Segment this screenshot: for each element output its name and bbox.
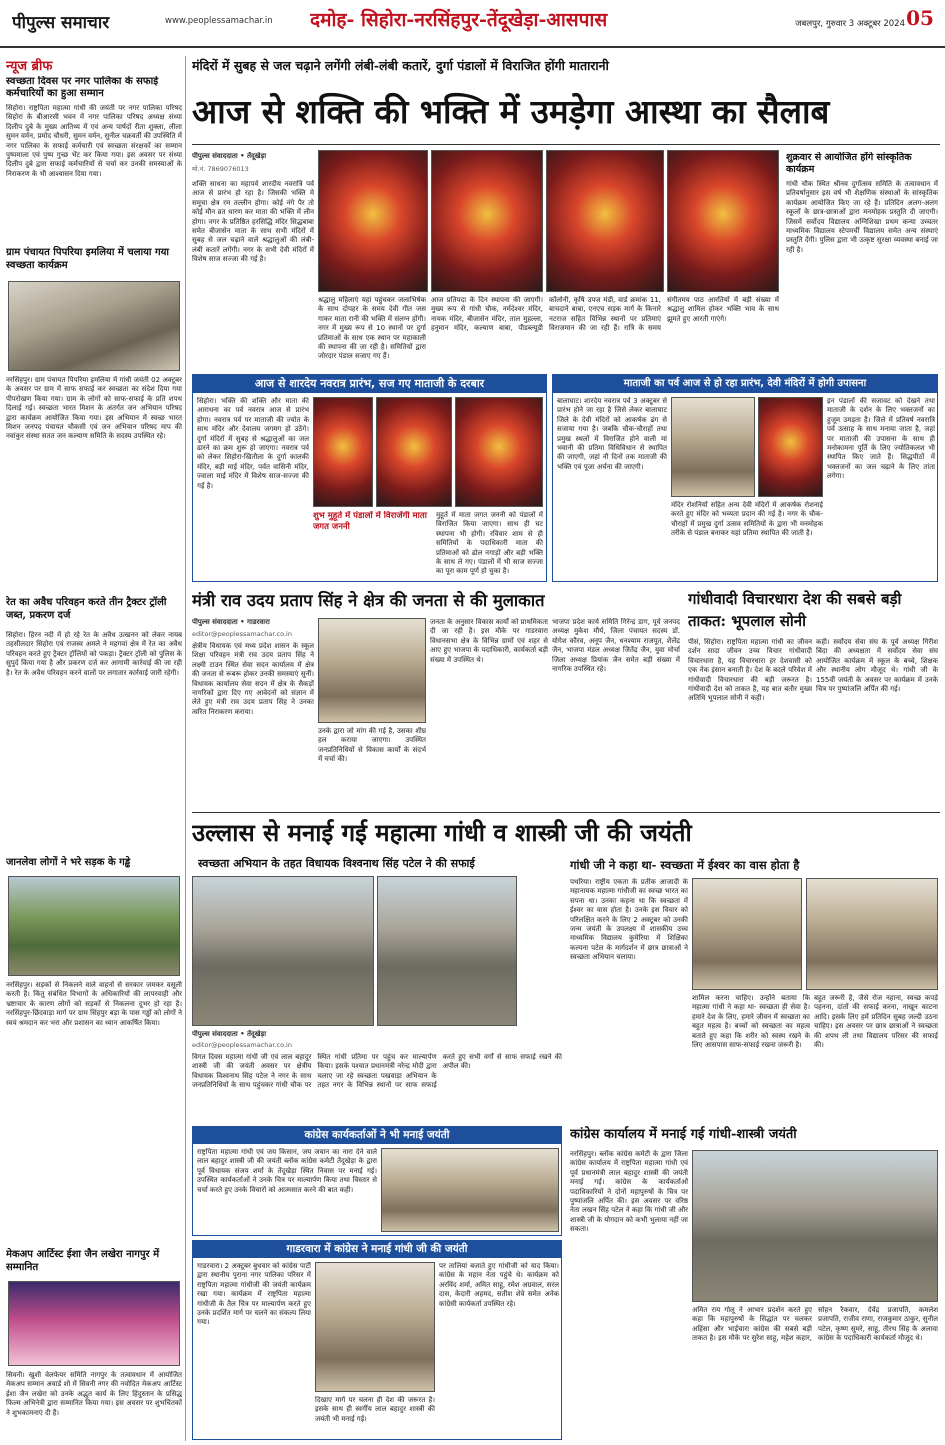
brief-photo-3: [8, 1281, 180, 1366]
minister-body-3: जनता के अनुसार विकास कार्यों को प्राथमिकता दी जा रही है। इस मौके पर गाडरवारा विधानसभा क्षेत्र के विभिन्न ग्रामों एवं शहर से आए हुए भाजपा के पदाधिकारी, कार्यकर्ता बड़ी संख्या में उपस्थित थे।: [430, 618, 548, 664]
minister-body-4: भाजपा प्रदेश कार्य समिति गिरेन्द्र डाग, पूर्व जनपद अध्यक्ष मुकेश मौर्य, जिला पंचायत सदस्य डॉ. योगेश कौरव, अनूप जैन, धनश्याम राजपूत, शैलेंद्र जैन, भाजपा मंडल अध्यक्ष जितेंद्र जैन, युवा मोर्चा जिला अध्यक्ष प्रियांक जैन समेत बड़ी संख्या में नागरिक उपस्थित रहे।: [552, 618, 680, 674]
temple-photo-4: [667, 150, 779, 292]
brief-photo-2: [8, 876, 180, 976]
gandhi-quote-body-3: बहुत जरूरी है, जैसे रोज नहाना, स्वच्छ कपड़े पहनना, दांतों की सफाई करना, नाखून काटना आदि। इसके लिए हमें प्रतिदिन सुबह जल्दी उठना चाहिए। इस अवसर पर छात्र छात्राओं ने स्वच्छता की शपथ ली तथा विद्यालय परिसर की सफाई की।: [814, 994, 938, 1050]
minister-byline: पीपुल्स संवाददाता • गाडरवारा: [192, 618, 270, 626]
congress-body: राष्ट्रपिता महात्मा गांधी एवं जय किसान, जय जवान का नारा देने वाले लाल बहादुर शास्त्री जी की जयंती ब्लॉक कांग्रेस कमेटी तेंदूखेड़ा के द्वारा पूर्व विधायक संजय शर्मा के तेंदूखेड़ा स्थित निवास पर मनाई गई। उपस्थित कार्यकर्ताओं ने उनके चित्र पर माल्यार्पण किया तथा विस्तार से चर्चा करते हुए उनके विचारों को आत्मसात करने की बात कही।: [197, 1148, 377, 1194]
sihora-body-2: मुहूर्त में माता जगत जननी को पंडालों में विराजित किया जाएगा। साथ ही घट स्थापना भी होगी। रविवार शाम से ही समितियों के पदाधिकारी माता की प्रतिमाओं को ढोल नगाड़ों और बड़ी भक्ति के साथ ले गए। पंडालों में भी साज सज्जा का पूरा काम पूर्ण हो चुका है।: [436, 511, 543, 576]
gadarwara-body-1: गाडरवारा। 2 अक्टूबर बुधवार को कांग्रेस पार्टी द्वारा स्थानीय पुराना नगर पालिका परिसर में राष्ट्रपिता महात्मा गांधीजी की जयंती कार्यक्रम रखा गया। कार्यक्रम में राष्ट्रपिता महात्मा गांधीजी के तैल चित्र पर माल्यार्पण करते हुए उनके प्रदर्शित मार्ग पर चलने का संकल्प लिया गया।: [197, 1262, 311, 1327]
sihora-bar: आज से शारदेय नवरात्र प्रारंभ, सज गए माताजी के दरबार: [193, 375, 546, 393]
gadarwara-bar: गाडरवारा में कांग्रेस ने मनाई गांधी जी की जयंती: [193, 1241, 561, 1258]
website[interactable]: www.peoplessamachar.in: [165, 16, 273, 26]
gandhian-body: पीसं, सिहोरा। राष्ट्रपिता महात्मा गांधी का जीवन दर्शन सादा जीवन उच्च विचार गांधीवादी विचारधारा है, यह विचारधारा हर देशवासी को एक नेक इंसान बनाती है। देश के बदले परिवेश में गांधीवादी विचारधारा की बड़ी जरूरत है। गांधीवादी देश को ताकत है, यह बात बतौर मुख्य अतिथि भूपलाल सोनी ने कही।: [688, 638, 812, 703]
jayanti-byline: पीपुल्स संवाददाता • तेंदूखेड़ा: [192, 1030, 267, 1038]
balaghat-photo-2: [758, 397, 823, 497]
sihora-body: सिहोरा। भक्ति की शक्ति और माता की आराधना का पर्व नवरात्र आज से प्रारंभ होगा। नवरात्र पर्व पर माताजी की ज्योत के साथ मंदिर और देवालय जगमग हो उठेंगे। दुर्गा मंदिरों में सुबह से श्रद्धालुओं का जल ढारने का क्रम शुरू हो जाएगा। नवरात्र पर्व को लेकर सिहोरा-खितौला के दुर्गा कालकी मंदिर, बड़ी माई मंदिर, पर्वत वासिनी मंदिर, ज्वाला माई मंदिर में विशेष साज-सज्जा की गई है।: [197, 397, 309, 490]
congress-office-photo: [692, 1150, 938, 1302]
balaghat-box: [552, 374, 938, 582]
sihora-caption: शुभ मुहूर्त में पंडालों में विराजेंगी माता जगत जननी: [313, 511, 427, 532]
balaghat-photo-1: [671, 397, 755, 497]
gandhi-photo-1: [692, 878, 802, 990]
top-byline: पीपुल्स संवाददाता • तेंदूखेड़ा: [192, 152, 267, 160]
brief-text-3: सिहोरा। हिरन नदी में हो रहे रेत के अवैध उत्खनन को लेकर नायब तहसीलदार सिहोरा एवं राजस्व अमले ने महगवां क्षेत्र में रेत का अवैध परिवहन करते हुए ट्रैक्टर ट्रॉलियों को पकड़ा। ट्रैक्टर ट्रॉली को पुलिस के सुपुर्द किया गया है और प्रकरण दर्ज कर आगामी कार्रवाई की जा रही है। रेत के अवैध परिवहन करने वालों पर लगातार कार्रवाई जारी रहेगी।: [6, 631, 182, 677]
top-mobile: मो.नं. 7869076013: [192, 165, 249, 173]
top-body-3: आज प्रतिपदा के दिन स्थापना की जाएगी। मुख्य रूप से गांधी चौक, नर्मदेश्वर मंदिर, नायक मंदिर, बीजासेन मंदिर, ताल मुहल्ला, हनुमान मंदिर, कल्याण बाबा, पीडब्ल्यूडी कॉलोनी, कृषि उपज मंडी, वार्ड क्रमांक 11, बाचदाने बाबा, एनएच सड़क मार्ग के किनारे नटराज सहित विभिन्न स्थानों पर प्रतिमाएं विराजमान की जा रही हैं। रात्रि के समय संगीतमय पाठ आरतियों में बड़ी संख्या में श्रद्धालु शामिल होकर भक्ति भाव के साथ झूमते हुए आरती गाएंगे।: [431, 296, 779, 333]
jayanti-email[interactable]: editor@peoplessamachar.co.in: [192, 1041, 292, 1049]
jayanti-headline: उल्लास से मनाई गई महात्मा गांधी व शास्त्री जी की जयंती: [192, 818, 692, 847]
temple-photo-1: [318, 150, 428, 292]
congress-photo: [381, 1148, 559, 1232]
brief-text-1: सिहोरा। राष्ट्रपिता महात्मा गांधी की जयंती पर नगर पालिका परिषद सिहोरा के बीआरसी भवन में नगर पालिका परिषद अध्यक्ष संध्या दिलीप दुबे के मुख्य आतिथ्य में एवं अन्य पार्षदों रीता शुक्ला, लीला सुमन वर्मन, प्रमोद चौधरी, सुमन वर्मन, सुनील चक्रवर्ती की उपस्थिति में नगर पालिका के सफाई कर्मचारी एवं स्वच्छता संरक्षकों का सम्मान पुष्पमाला एवं पुष्प गुच्छ भेंट कर किया गया। इस अवसर पर संध्या दिलीप दुबे द्वारा सफाई कर्मचारियों से चर्चा कर उनकी समस्याओं के निराकरण के भी आश्वासन दिया गया।: [6, 104, 182, 178]
sihora-photo-2: [376, 397, 452, 507]
top-kicker: मंदिरों में सुबह से जल चढ़ाने लगेंगी लंबी-लंबी कतारें, दुर्गा पंडालों में विराजित होंगी मातारानी: [192, 58, 609, 73]
gandhian-headline: गांधीवादी विचारधारा देश की सबसे बड़ी ताकत: भूपलाल सोनी: [688, 590, 902, 630]
gandhi-quote-headline: गांधी जी ने कहा था- स्वच्छता में ईश्वर का वास होता है: [570, 858, 800, 872]
balaghat-bar: माताजी का पर्व आज से हो रहा प्रारंभ, देवी मंदिरों में होगी उपासना: [553, 375, 937, 393]
congress-box: [192, 1126, 562, 1236]
divider: [192, 812, 940, 813]
congress-office-headline: कांग्रेस कार्यालय में मनाई गई गांधी-शास्त्री जयंती: [570, 1127, 797, 1142]
dateline: जबलपुर, गुरुवार 3 अक्टूबर 2024: [795, 19, 905, 29]
balaghat-body-2: इन पंडालों की सजावट को देखने तथा माताजी के दर्शन के लिए भक्तजनों का हुजूम उमड़ता है। जिले में प्रतिवर्ष नवरात्रि पर्व उत्साह के साथ मनाया जाता है, जहां पर माताजी की उपासना के साथ ही मनोकामना पूर्ति के लिए ज्योतिकलश भी स्थापित किए जाते हैं। सिद्धपीठों में भक्तजनों का जल चढ़ाने के लिए तांता लगेगा।: [827, 397, 935, 481]
sihora-box: [192, 374, 547, 582]
minister-headline: मंत्री राव उदय प्रताप सिंह ने क्षेत्र की जनता से की मुलाकात: [192, 591, 545, 610]
brief-text-4: नरसिंहपुर। सड़कों से निकलने वाले वाहनों से सरकार जमकर वसूली करती है। किंतु संबंधित विभागों के अधिकारियों की लापरवाही और भ्रष्टाचार के कारण लोगों को सड़कों से निकलना दूभर हो रहा है। नरसिंहपुर-छिंदवाड़ा मार्ग पर ग्राम सिंहपुर बड़ा के पास गड्ढों को लोगों ने स्वयं श्रमदान कर भरा और प्रशासन का ध्यान आकर्षित किया।: [6, 981, 182, 1027]
brief-photo-1: [8, 281, 180, 371]
brief-headline-1: स्वच्छता दिवस पर नगर पालिका के सफाई कर्मचारियों का हुआ सम्मान: [6, 76, 159, 99]
minister-body-2: उनके द्वारा जो मांग की गई है, उसका शीघ्र हल कराया जाएगा। उपस्थित जनप्रतिनिधियों से विकास कार्यों के संदर्भ में चर्चा की।: [318, 727, 426, 764]
brief-headline-5: मेकअप आर्टिस्ट ईशा जैन लखेरा नागपुर में सम्मानित: [6, 1249, 160, 1273]
balaghat-caption: मंदिर रोशनियों सहित अन्य देवी मंदिरों में आकर्षक रोशनाई करते हुए मंदिर को भव्यता प्रदान की गई है। नगर के चौक-चौराहों में प्रमुख दुर्गा उत्सव समितियों के द्वारा भी मनमोहक तरीके से पंडाल बनाकर यहां प्रतिमा स्थापित की जाती है।: [671, 501, 823, 538]
gandhian-body-2: कही। सर्वोदय सेवा संघ के पूर्व अध्यक्ष गिरीश बिंदा की अध्यक्षता में सर्वोदय सेवा संघ आयोजित कार्यक्रम में स्कूल के बच्चे, शिक्षक और स्थानीय लोग मौजूद थे। गांधी जी के 155वीं जयंती के अवसर पर कार्यक्रम में उनके चित्र पर पुष्पांजलि अर्पित की गई।: [816, 638, 938, 694]
divider: [192, 144, 940, 145]
congress-bar: कांग्रेस कार्यकर्ताओं ने भी मनाई जयंती: [193, 1127, 561, 1144]
brief-text-5: सिवनी। खुशी वेलफेयर समिति नागपुर के तत्वावधान में आयोजित मेकअप सम्मान अवार्ड शो में सिवनी नगर की नवोदित मेकअप आर्टिस्ट ईशा जैन लखेरा को उनके अद्भुत कार्य के लिए हिंदुस्तान के प्रसिद्ध फिल्म अभिनेत्री द्वारा सम्मानित किया गया। इस अवसर पर शुभचिंतकों ने शुभकामनाएं दी हैं।: [6, 1371, 182, 1417]
temple-photo-3: [546, 150, 664, 292]
brief-headline-2: ग्राम पंचायत पिपरिया इमलिया में चलाया गया स्वच्छता कार्यक्रम: [6, 247, 169, 271]
gadarwara-photo: [315, 1262, 435, 1392]
page-number: 05: [906, 6, 934, 30]
gadarwara-box: [192, 1240, 562, 1440]
sihora-photo-3: [455, 397, 543, 507]
brief-text-2: नरसिंहपुर। ग्राम पंचायत पिपरिया इमलिया में गांधी जयंती 02 अक्टूबर के अवसर पर ग्राम में साफ सफाई कर स्वच्छता का संदेश दिया गया पीपरोखण किया गया। ग्राम के लोगों को साफ-सफाई के प्रति शपथ दिलाई गई। स्वच्छता भारत मिशन के अंतर्गत जन अभियान परिषद द्वारा कार्यक्रम आयोजित किया गया। इस अभियान में स्वच्छ भारत मिशन जनपद पंचायत चौकसी एवं जन अभियान परिषद माप की नवांकुर संस्था सतत जन कल्याण समिति के सदस्य उपस्थित रहे।: [6, 376, 182, 441]
gandhi-quote-body-2: शामिल करना चाहिए। उन्होंने बताया कि महात्मा गांधी ने कहा था- स्वच्छता ही सेवा है। हमारे देश के लिए, हमारे जीवन में स्वच्छता का बहुत महत्व है। बच्चों को स्वच्छता का महत्व बताते हुए कहा कि शरीर को स्वस्थ रखने के लिए आसपास साफ-सफाई रखना जरूरी है।: [692, 994, 810, 1050]
top-headline: आज से शक्ति की भक्ति में उमड़ेगा आस्था का सैलाब: [192, 92, 830, 131]
brief-label: न्यूज ब्रीफ: [6, 59, 53, 74]
masthead: [0, 0, 945, 48]
side-body: गांधी चौक स्थित श्रीनव दुर्गोत्सव समिति के तत्वावधान में प्रतिवर्षानुसार इस वर्ष भी शैक्षणिक संस्थाओं के सांस्कृतिक कार्यक्रम आयोजित किए जा रहे हैं। प्रतिदिन अलग-अलग स्कूलों के छात्र-छात्राओं द्वारा मनमोहक प्रस्तुति दी जाएगी। जिसमें सर्वोदय विद्यालय अग्निशिखा प्रथम कन्या उच्चतर माध्यमिक विद्यालय स्टेपमर्ची विद्यालय समेत अन्य संस्थाएं प्रस्तुति देंगी। पुलिस द्वारा भी उत्कृष्ट सुरक्षा व्यवस्था बनाई जा रही है।: [786, 180, 938, 254]
section-title: दमोह- सिहोरा-नरसिंहपुर-तेंदूखेड़ा-आसपास: [310, 9, 608, 31]
gandhi-photo-2: [806, 878, 938, 990]
top-body-1: शक्ति साधना का महापर्व शारदीय नवरात्रि पर्व आज से प्रारंभ हो रहा है। जिसकी भक्ति मे समूचा क्षेत्र रम तल्लीन होगा। कोई नंगे पैर तो कोई मौन व्रत धारण कर माता की भक्ति में लीन होगा। नगर के प्रतिष्ठित हरसिद्धि मंदिर सिद्धबाबा समेत बीजासेन माता के साथ सभी मंदिरों में सुबह से जल चढ़ाने वाले श्रद्धालुओं की लंबी-लंबी कतारें लगेंगी। नगर के सभी देवी मंदिरों में विशेष साज सज्जा की गई है।: [192, 180, 314, 264]
temple-photo-2: [431, 150, 543, 292]
top-body-2: श्रद्धालु महिलाएं यहां पहुंचकर जलाभिषेक के साथ दोपहर के समय देवी गीत जस गाकर माता रानी की भक्ति में संलग्न होंगी। नगर में मुख्य रूप से 10 स्थानों पर दुर्गा प्रतिमाओं के साथ एक स्थान पर महाकाली की स्थापना की जा रही है। समितियों द्वारा जोरदार पंडाल सजाए गए हैं।: [318, 296, 426, 361]
congress-office-body-2: अमित राय गोलू ने आभार प्रदर्शन करते हुए कहा कि महापुरुषों के सिद्धांत पर चलकर अहिंसा और भाईचारा कांग्रेस की सबसे बड़ी ताकत है। इस मौके पर सुरेश साहू, महेश कहार, सोहन रैकवार, देवेंद्र प्रजापति, कमलेश प्रजापति, राजीव राणा, राजकुमार ठाकुर, सुनील पटेल, कृष्ण सुमरे, साहू, तीरथ सिंह के अलावा कांग्रेस के पदाधिकारी कार्यकर्ता मौजूद थे।: [692, 1306, 938, 1343]
gandhi-quote-body-1: पथरिया। राष्ट्रीय एकता के प्रतीक आजादी के महानायक महात्मा गांधीजी का स्वच्छ भारत का सपना था। उनका कहना था कि स्वच्छता में ईश्वर का वास होता है। उनके इस विचार को परिलक्षित करने के लिए 2 अक्टूबर को उनकी जन्म जयंती के उपलक्ष्य में शासकीय उच्च माध्यमिक विद्यालय कुमेरिया में शिक्षिका कल्पना पटेल के मार्गदर्शन में छात्र छात्राओं ने स्वच्छता अभियान चलाया।: [570, 878, 688, 962]
gadarwara-caption: दिखाए मार्ग पर चलना ही देश की जरूरत है। इसके साथ ही स्वर्गीय लाल बहादुर शास्त्री की जयंती भी मनाई गई।: [315, 1396, 435, 1423]
minister-body-1: क्षेत्रीय विधायक एवं मध्य प्रदेश शासन के स्कूल शिक्षा परिवहन मंत्री राव उदय प्रताप सिंह ने लक्ष्मी टाउन स्थित सेवा सदन कार्यालय में क्षेत्र की जनता से रूबरू होकर उनकी समस्याएं सुनीं। विधायक कार्यालय सेवा सदन में क्षेत्र के सैकड़ों नागरिकों द्वारा दिए गए आवेदनों को संज्ञान में लेते हुए मंत्री राव उदय प्रताप सिंह ने उनका त्वरित निराकरण कराया।: [192, 642, 314, 716]
news-brief-column: [6, 56, 186, 1441]
jayanti-photo-1: [192, 876, 374, 1026]
brief-headline-4: जानलेवा लोगों ने भरे सड़क के गड्ढे: [6, 857, 131, 868]
minister-photo: [318, 618, 426, 723]
gadarwara-body-2: पर तालियां बजाते हुए गांधीजी को याद किया। कांग्रेस के महान नेता पहुंचे थे। कार्यक्रम को अरविंद शर्मा, अमित साहू, रमेश अग्रवाल, सरल दास, केदारी अहमद, सतीश शेवे समेत अनेक कांग्रेसी कार्यकर्ता उपस्थित रहे।: [439, 1262, 559, 1308]
jayanti-subheadline: स्वच्छता अभियान के तहत विधायक विश्वनाथ सिंह पटेल ने की सफाई: [198, 857, 475, 870]
jayanti-photo-2: [377, 876, 517, 1026]
sihora-photo-1: [313, 397, 373, 507]
logo: पीपुल्स समाचार: [12, 13, 110, 33]
congress-office-body: नरसिंहपुर। ब्लॉक कांग्रेस कमेटी के द्वारा जिला कांग्रेस कार्यालय में राष्ट्रपिता महात्मा गांधी एवं पूर्व प्रधानमंत्री लाल बहादुर शास्त्री की जयंती मनाई गई। कांग्रेस के कार्यकर्ताओं पदाधिकारियों ने दोनों महापुरुषों के चित्र पर पुष्पांजलि अर्पित की। इस अवसर पर वरिष्ठ नेता लखन सिंह पटेल ने कहा कि गांधी जी और शास्त्री जी के योगदान को कभी भुलाया नहीं जा सकता।: [570, 1150, 688, 1234]
side-headline: शुक्रवार से आयोजित होंगे सांस्कृतिक कार्यक्रम: [786, 152, 912, 175]
balaghat-body: बालाघाट। शारदेय नवरात्र पर्व 3 अक्टूबर से प्रारंभ होने जा रहा है जिसे लेकर बालाघाट जिले के देवी मंदिरों को आकर्षक ढंग से सजाया गया है। जबकि चौक-चौराहों तथा प्रमुख स्थलों में विराजित होने वाली मां भवानी की प्रतिमा विधिविधान से स्थापित की जाएगी, जहां नौ दिनों तक माताजी की भक्ति एवं पूजा अर्चना की जाएगी।: [557, 397, 667, 471]
minister-email[interactable]: editor@peoplessamachar.co.in: [192, 630, 292, 638]
brief-headline-3: रेत का अवैध परिवहन करते तीन ट्रैक्टर ट्रॉली जब्त, प्रकरण दर्ज: [6, 597, 167, 621]
jayanti-body-1: विगत दिवस महात्मा गांधी जी एवं लाल बहादुर शास्त्री जी की जयंती अवसर पर क्षेत्रीय विधायक विश्वनाथ सिंह पटेल ने नगर के साथ जनप्रतिनिधियों के साथ पहुंचकर गांधी चौक पर स्थित गांधी प्रतिमा पर पहुंच कर माल्यार्पण किया। इसके पश्चात प्रधानमंत्री नरेन्द्र मोदी द्वारा चलाए जा रहे स्वच्छता पखवाड़ा अभियान के तहत नगर के विभिन्न स्थानों पर साफ सफाई करते हुए सभी वर्गों से साफ सफाई रखने की अपील की।: [192, 1053, 562, 1090]
